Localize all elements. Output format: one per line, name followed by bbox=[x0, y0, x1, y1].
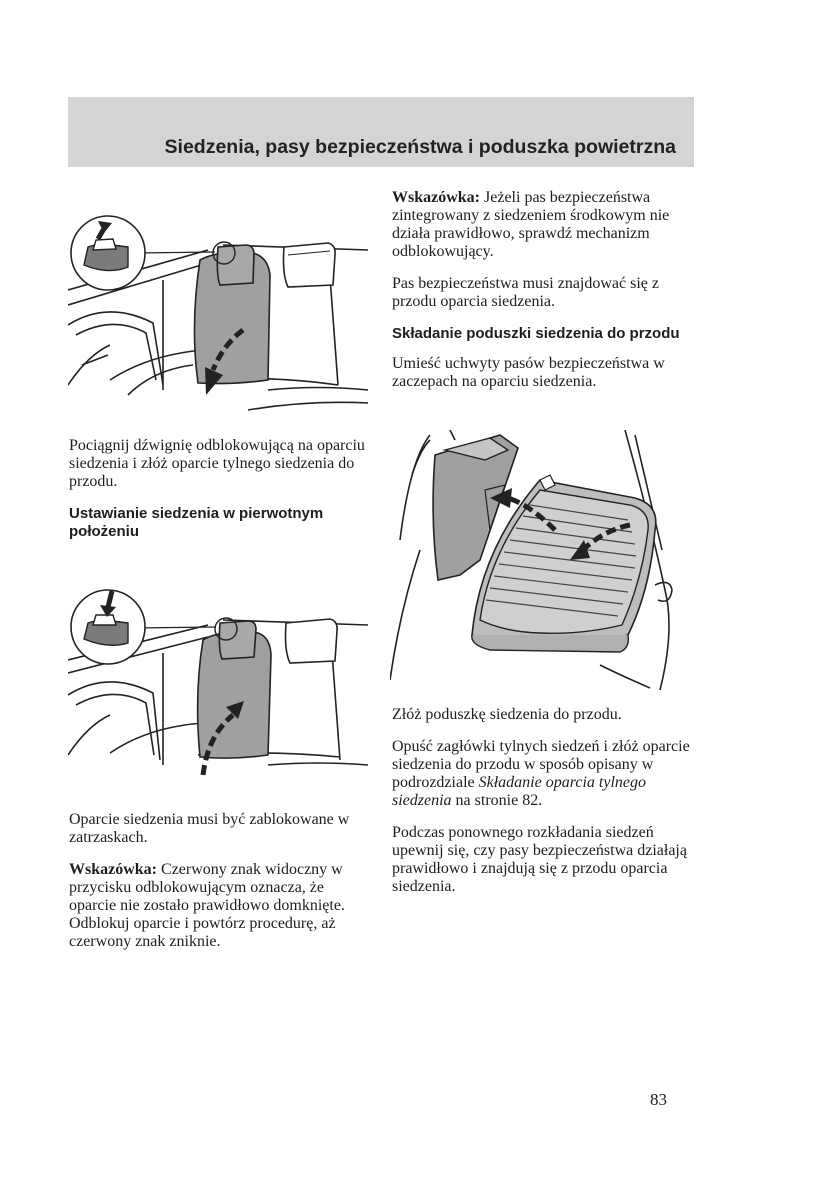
instruction-fold-cushion: Złóż poduszkę siedzenia do przodu. bbox=[392, 706, 622, 723]
instruction-latch: Oparcie siedzenia musi być zablokowane w zatrzaskach. bbox=[69, 811, 350, 846]
instruction-belt-hooks: Umieść uchwyty pasów bezpieczeństwa w zaczepach na oparciu siedzenia. bbox=[392, 355, 665, 390]
instruction-belt-front: Pas bezpieczeństwa musi znajdować się z przodu oparcia siedzenia. bbox=[392, 275, 660, 310]
note-text: Czerwony znak widoczny w przycisku odblokowującym oznacza, że oparcie nie zostało prawidłowo domknięte. Odblokuj oparcie i powtórz procedurę, aż czerwony znak zniknie. bbox=[69, 861, 345, 950]
right-column-top bbox=[392, 189, 692, 405]
page-number: 83 bbox=[650, 1090, 667, 1109]
header-band bbox=[68, 97, 694, 167]
instruction-headrests: Opuść zagłówki tylnych siedzeń i złóż oparcie siedzenia do przodu w sposób opisany w podrozdziale Składanie oparcia tylnego siedzenia na stronie 82. bbox=[392, 738, 690, 809]
seat-fold-illustration bbox=[68, 205, 368, 415]
section-heading-restore: Ustawianie siedzenia w pierwotnym położeniu bbox=[69, 505, 324, 540]
page-title: Siedzenia, pasy bezpieczeństwa i poduszka powietrzna bbox=[164, 136, 676, 158]
left-column-bottom bbox=[69, 811, 369, 965]
note-red-mark bbox=[69, 861, 369, 951]
section-reference: Składanie oparcia tylnego siedzenia bbox=[392, 774, 646, 809]
note-label: Wskazówka: bbox=[69, 861, 158, 878]
right-column-bottom bbox=[392, 706, 692, 910]
section-heading-cushion: Składanie poduszki siedzenia do przodu bbox=[392, 325, 680, 342]
instruction-fold-backrest: Pociągnij dźwignię odblokowującą na oparciu siedzenia i złóż oparcie tylnego siedzenia do przodu. bbox=[69, 437, 365, 490]
seat-return-illustration bbox=[68, 585, 368, 785]
note-belt-mechanism bbox=[392, 189, 692, 261]
cushion-fold-illustration bbox=[390, 430, 690, 690]
instruction-unfold-check: Podczas ponownego rozkładania siedzeń upewnij się, czy pasy bezpieczeństwa działają prawidłowo i znajdują się z przodu oparcia siedzenia. bbox=[392, 824, 687, 895]
note-text: Jeżeli pas bezpieczeństwa zintegrowany z siedzeniem środkowym nie działa prawidłowo, sprawdź mechanizm odblokowujący. bbox=[392, 189, 670, 260]
note-label: Wskazówka: bbox=[392, 189, 481, 206]
left-column-lower bbox=[69, 437, 369, 553]
